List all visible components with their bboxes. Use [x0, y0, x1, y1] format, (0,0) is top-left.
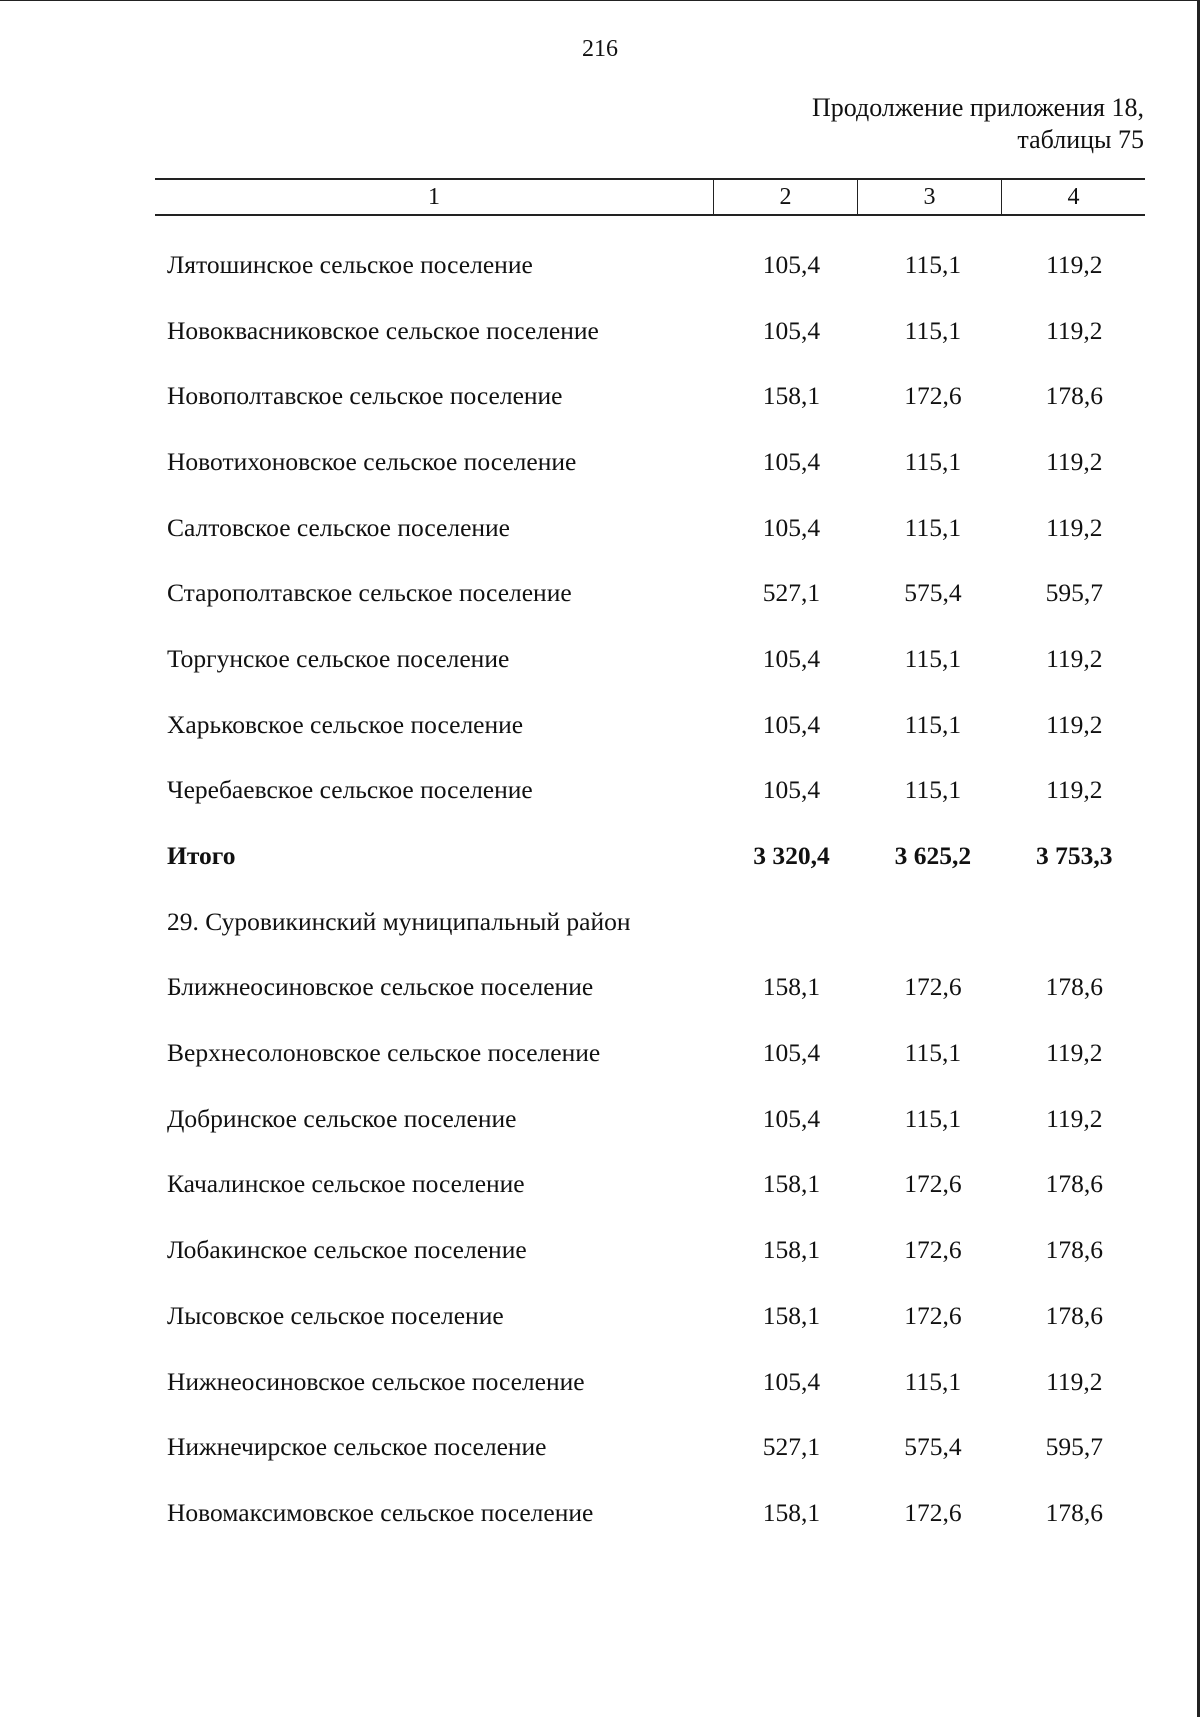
value-col-2: 527,1	[762, 1432, 821, 1462]
settlement-name: Торгунское сельское поселение	[167, 643, 510, 673]
table-row	[155, 1152, 1145, 1218]
column-header-1: 1	[428, 184, 440, 210]
value-col-3: 115,1	[904, 249, 962, 279]
section-heading-row	[155, 889, 1145, 955]
value-col-4: 178,6	[1045, 1300, 1103, 1330]
settlement-name: Лобакинское сельское поселение	[167, 1235, 527, 1265]
value-col-4: 119,2	[1046, 1038, 1103, 1068]
value-col-3: 172,6	[904, 1497, 962, 1527]
settlement-name: Лысовское сельское поселение	[167, 1300, 504, 1330]
caption-line-2: таблицы 75	[1017, 125, 1144, 154]
value-col-3: 115,1	[904, 1103, 962, 1133]
settlement-name: Новотихоновское сельское поселение	[167, 446, 577, 476]
table-row	[155, 1283, 1145, 1349]
table-row	[155, 692, 1145, 758]
settlement-name: Харьковское сельское поселение	[167, 709, 524, 739]
value-col-2: 105,4	[762, 512, 821, 542]
column-header-row	[155, 178, 1145, 216]
value-col-4: 178,6	[1045, 1235, 1103, 1265]
scan-border-top	[0, 0, 1200, 1]
value-col-3: 115,1	[904, 315, 962, 345]
total-row	[155, 823, 1145, 889]
settlement-name: Салтовское сельское поселение	[167, 512, 510, 542]
table-row	[155, 955, 1145, 1021]
settlement-name: Новоквасниковское сельское поселение	[167, 315, 599, 345]
settlement-name: Качалинское сельское поселение	[167, 1169, 525, 1199]
value-col-4: 178,6	[1045, 1497, 1103, 1527]
value-col-2: 105,4	[762, 1366, 821, 1396]
page-number: 216	[582, 36, 618, 62]
value-col-4: 119,2	[1046, 446, 1103, 476]
value-col-4: 595,7	[1045, 578, 1103, 608]
value-col-4: 178,6	[1045, 381, 1103, 411]
value-col-3: 115,1	[904, 775, 962, 805]
settlement-name: Добринское сельское поселение	[167, 1103, 517, 1133]
table-caption	[812, 92, 1144, 156]
value-col-2: 105,4	[762, 643, 821, 673]
value-col-2: 105,4	[762, 249, 821, 279]
column-header-2: 2	[713, 180, 857, 214]
value-col-4: 178,6	[1045, 972, 1103, 1002]
value-col-2: 105,4	[762, 1103, 821, 1133]
value-col-4: 595,7	[1045, 1432, 1103, 1462]
value-col-4: 119,2	[1046, 643, 1103, 673]
table-row	[155, 298, 1145, 364]
value-col-4: 119,2	[1046, 512, 1103, 542]
value-col-2: 527,1	[762, 578, 821, 608]
value-col-2: 158,1	[762, 972, 821, 1002]
value-col-4: 119,2	[1046, 709, 1103, 739]
value-col-3: 115,1	[904, 1038, 962, 1068]
value-col-3: 172,6	[904, 972, 962, 1002]
value-col-2: 158,1	[762, 1300, 821, 1330]
settlement-name: Черебаевское сельское поселение	[167, 775, 533, 805]
value-col-2: 3 320,4	[753, 841, 830, 871]
value-col-2: 105,4	[762, 315, 821, 345]
value-col-2: 158,1	[762, 1169, 821, 1199]
column-header-4: 4	[1001, 180, 1145, 214]
value-col-2: 105,4	[762, 775, 821, 805]
value-col-3: 3 625,2	[894, 841, 972, 871]
value-col-3: 115,1	[904, 709, 962, 739]
settlement-name: Новополтавское сельское поселение	[167, 381, 563, 411]
table-row	[155, 758, 1145, 824]
value-col-3: 575,4	[904, 1432, 962, 1462]
settlement-name: Итого	[167, 841, 236, 871]
table-row	[155, 363, 1145, 429]
value-col-3: 172,6	[904, 1235, 962, 1265]
value-col-4: 119,2	[1046, 315, 1103, 345]
value-col-3: 172,6	[904, 1300, 962, 1330]
table-row	[155, 495, 1145, 561]
table-row	[155, 429, 1145, 495]
settlement-name: Лятошинское сельское поселение	[167, 249, 533, 279]
settlement-name: Нижнеосиновское сельское поселение	[167, 1366, 585, 1396]
settlement-name: Старополтавское сельское поселение	[167, 578, 572, 608]
value-col-3: 115,1	[904, 1366, 962, 1396]
table-row	[155, 1020, 1145, 1086]
value-col-3: 115,1	[904, 512, 962, 542]
settlement-name: Новомаксимовское сельское поселение	[167, 1497, 594, 1527]
table-row	[155, 1480, 1145, 1546]
table-row	[155, 1217, 1145, 1283]
value-col-2: 105,4	[762, 446, 821, 476]
value-col-2: 105,4	[762, 1038, 821, 1068]
table-row	[155, 232, 1145, 298]
value-col-3: 172,6	[904, 381, 962, 411]
column-header-3: 3	[857, 180, 1001, 214]
settlement-name: Нижнечирское сельское поселение	[167, 1432, 547, 1462]
value-col-4: 119,2	[1046, 1366, 1103, 1396]
value-col-3: 115,1	[904, 643, 962, 673]
value-col-2: 158,1	[762, 1497, 821, 1527]
value-col-3: 115,1	[904, 446, 962, 476]
value-col-3: 575,4	[904, 578, 962, 608]
caption-line-1: Продолжение приложения 18,	[811, 93, 1144, 122]
table-row	[155, 1349, 1145, 1415]
table-row	[155, 1414, 1145, 1480]
settlement-name: Ближнеосиновское сельское поселение	[167, 972, 594, 1002]
value-col-2: 158,1	[762, 1235, 821, 1265]
value-col-4: 178,6	[1045, 1169, 1103, 1199]
table-row	[155, 626, 1145, 692]
settlement-name: Верхнесолоновское сельское поселение	[167, 1038, 601, 1068]
table-body	[155, 232, 1145, 1546]
value-col-4: 119,2	[1046, 249, 1103, 279]
table-row	[155, 560, 1145, 626]
value-col-3: 172,6	[904, 1169, 962, 1199]
value-col-4: 119,2	[1046, 1103, 1103, 1133]
value-col-2: 105,4	[762, 709, 821, 739]
value-col-2: 158,1	[762, 381, 821, 411]
table-row	[155, 1086, 1145, 1152]
value-col-4: 119,2	[1046, 775, 1103, 805]
section-title: 29. Суровикинский муниципальный район	[167, 906, 631, 936]
value-col-4: 3 753,3	[1036, 841, 1113, 871]
